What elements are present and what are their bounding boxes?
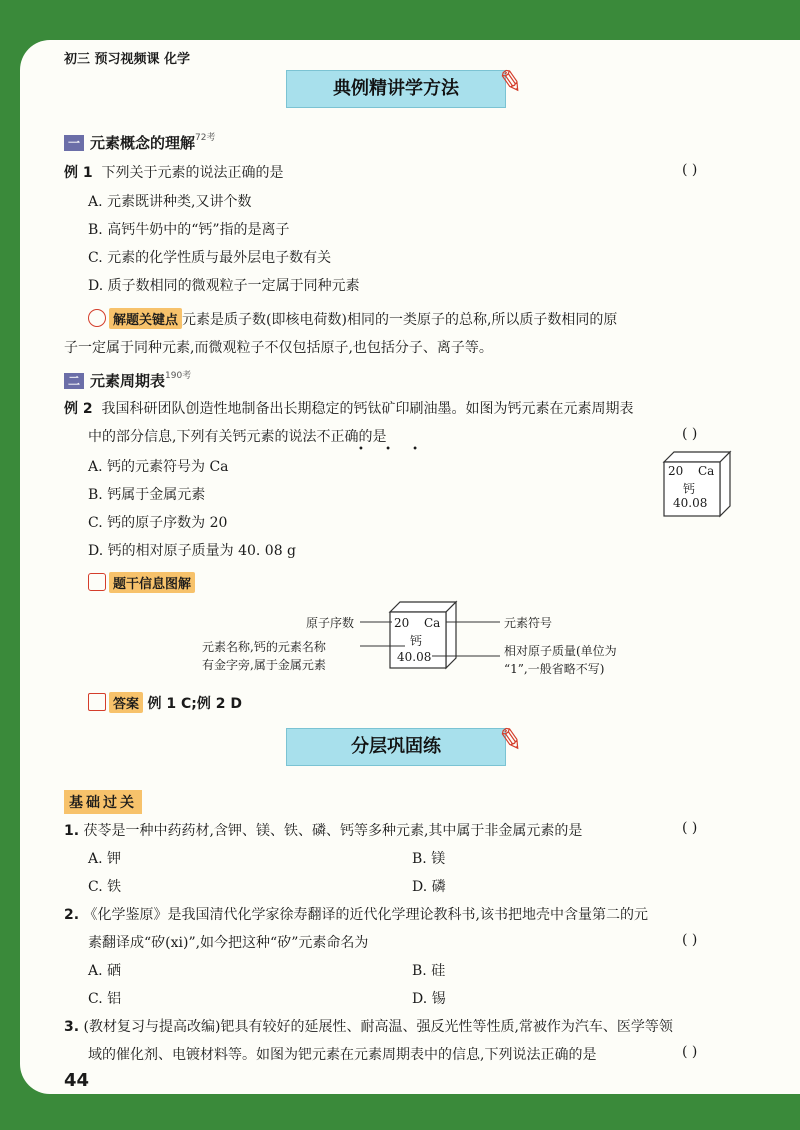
ex2-option-c: C. 钙的原子序数为 20: [88, 515, 228, 531]
ex1-label: 例 1: [64, 165, 93, 181]
ex2-option-d: D. 钙的相对原子质量为 40. 08 g: [88, 543, 297, 559]
diagram-heading: [88, 572, 195, 593]
diagram-figure: [360, 600, 500, 676]
emphasis-dots: • • •: [358, 444, 428, 455]
cell-symbol: Ca: [698, 464, 715, 478]
ex2-text-1: 我国科研团队创造性地制备出长期稳定的钙钛矿印刷油墨。如图为钙元素在元素周期表: [101, 401, 634, 417]
keypoint-tag: 解题关键点: [109, 308, 182, 329]
q2-line-1: [64, 904, 648, 924]
banner-examples-label: 典例精讲学方法: [333, 78, 459, 99]
diagram-tag: 题干信息图解: [109, 572, 195, 593]
q3-bracket: ( ): [682, 1044, 698, 1060]
ex2-option-b: B. 钙属于金属元素: [88, 487, 206, 503]
q1-stem-line: [64, 820, 582, 840]
ex1-option-c: C. 元素的化学性质与最外层电子数有关: [88, 250, 332, 266]
diagram-mass-label-2: “1”,一般省略不写): [504, 662, 605, 676]
ex1-option-b: B. 高钙牛奶中的“钙”指的是离子: [88, 222, 290, 238]
ex2-bracket: ( ): [682, 426, 698, 442]
keypoint-line-2: 子一定属于同种元素,而微观粒子不仅包括原子,也包括分子、离子等。: [64, 340, 493, 356]
diagram-cell-name: 钙: [410, 634, 423, 648]
pencil-icon-2: ✎: [495, 721, 526, 760]
q3-number: 3.: [64, 1019, 80, 1035]
section-1-heading: [64, 130, 215, 153]
ex1-bracket: ( ): [682, 162, 698, 178]
q2-option-a: A. 硒: [88, 963, 122, 979]
answer-tag: 答案: [109, 692, 143, 713]
diagram-atomic-number-label: 原子序数: [306, 616, 355, 630]
diagram-cell-number: 20: [394, 616, 410, 630]
page-header: 初三 预习视频课 化学: [64, 52, 191, 67]
answer-text: 例 1 C;例 2 D: [147, 696, 242, 712]
q1-option-d: D. 磷: [412, 879, 446, 895]
section-1-title: 元素概念的理解: [90, 134, 196, 152]
q3-text-1: (教材复习与提高改编)钯具有较好的延展性、耐高温、强反光性等性质,常被作为汽车、医学等领: [83, 1019, 673, 1035]
q2-option-b: B. 硅: [412, 963, 446, 979]
diagram-icon: [88, 573, 106, 591]
ex1-stem: 下列关于元素的说法正确的是: [101, 165, 284, 181]
basics-tag: 基础过关: [64, 790, 142, 814]
cell-number: 20: [668, 464, 684, 478]
q1-option-b: B. 镁: [412, 851, 446, 867]
pencil-icon: ✎: [495, 63, 526, 102]
section-2-number: 二: [64, 373, 84, 389]
target-icon: [88, 309, 106, 327]
diagram-cell-symbol: Ca: [424, 616, 441, 630]
q2-option-c: C. 铝: [88, 991, 122, 1007]
q3-line-1: [64, 1016, 673, 1036]
cell-mass: 40.08: [673, 496, 708, 510]
ex1-option-d: D. 质子数相同的微观粒子一定属于同种元素: [88, 278, 360, 294]
q1-option-a: A. 钾: [88, 851, 122, 867]
ex2-line-2: 中的部分信息,下列有关钙元素的说法不正确的是: [88, 429, 387, 445]
banner-examples: [286, 63, 526, 108]
section-1-number: 一: [64, 135, 84, 151]
ex2-option-a: A. 钙的元素符号为 Ca: [88, 459, 229, 475]
diagram-cell-mass: 40.08: [397, 650, 432, 664]
banner-practice: [286, 721, 526, 766]
banner-practice-label: 分层巩固练: [351, 736, 441, 757]
q2-text-1: 《化学鉴原》是我国清代化学家徐寿翻译的近代化学理论教科书,该书把地壳中含量第二的元: [83, 907, 648, 923]
keypoint-line-1: [88, 308, 617, 329]
ex1-stem-line: [64, 162, 284, 182]
q1-stem: 茯苓是一种中药药材,含钾、镁、铁、磷、钙等多种元素,其中属于非金属元素的是: [83, 823, 583, 839]
section-1-tag: 72考: [195, 133, 216, 143]
section-2-heading: [64, 368, 191, 391]
diagram-name-label-1: 元素名称,钙的元素名称: [202, 640, 326, 654]
section-2-tag: 190考: [165, 371, 192, 381]
q2-line-2: 素翻译成“矽(xi)”,如今把这种“矽”元素命名为: [88, 935, 369, 951]
page-number: 44: [64, 1070, 90, 1091]
ex2-line-1: [64, 398, 634, 418]
q2-number: 2.: [64, 907, 80, 923]
q2-bracket: ( ): [682, 932, 698, 948]
ex2-label: 例 2: [64, 401, 93, 417]
q1-option-c: C. 铁: [88, 879, 122, 895]
cell-name: 钙: [683, 482, 696, 496]
diagram-symbol-label: 元素符号: [504, 616, 553, 630]
answer-line: [88, 692, 242, 713]
page-sheet: [20, 40, 800, 1094]
q1-number: 1.: [64, 823, 80, 839]
keypoint-text-1: 元素是质子数(即核电荷数)相同的一类原子的总称,所以质子数相同的原: [182, 312, 618, 328]
calendar-icon: [88, 693, 106, 711]
diagram-name-label-2: 有金字旁,属于金属元素: [202, 658, 326, 672]
diagram-mass-label-1: 相对原子质量(单位为: [504, 644, 617, 658]
q2-option-d: D. 锡: [412, 991, 446, 1007]
q1-bracket: ( ): [682, 820, 698, 836]
section-2-title: 元素周期表: [90, 372, 166, 390]
q3-line-2: 域的催化剂、电镀材料等。如图为钯元素在元素周期表中的信息,下列说法正确的是: [88, 1047, 597, 1063]
ex1-option-a: A. 元素既讲种类,又讲个数: [88, 194, 252, 210]
